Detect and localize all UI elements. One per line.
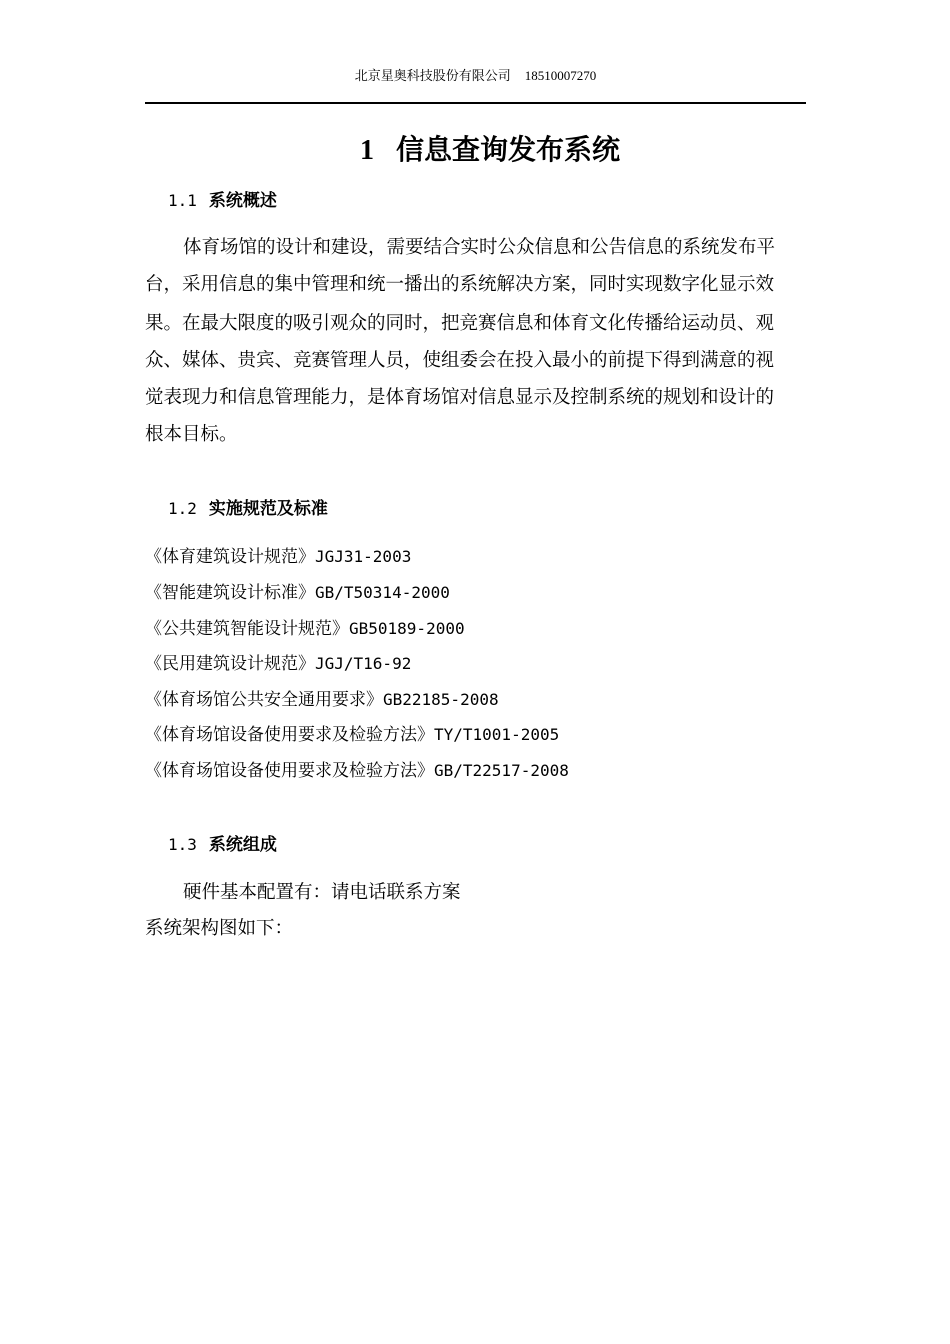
section-heading-composition [168, 832, 277, 858]
paragraph-line: 果。在最大限度的吸引观众的同时，把竞赛信息和体育文化传播给运动员、观 [145, 313, 775, 334]
standard-code: GB22185-2008 [383, 690, 499, 709]
section-number: 1.2 [168, 499, 197, 518]
standard-code: GB50189-2000 [349, 619, 465, 638]
section-heading-overview [168, 188, 277, 214]
page-header [145, 66, 806, 86]
header-company: 北京星奥科技股份有限公司 [354, 68, 511, 83]
standard-item [145, 687, 499, 713]
header-divider [145, 102, 806, 104]
paragraph-line: 台，采用信息的集中管理和统一播出的系统解决方案，同时实现数字化显示效 [145, 274, 775, 295]
hardware-config-line: 硬件基本配置有：请电话联系方案 [183, 882, 461, 903]
standard-name: 《体育建筑设计规范》 [145, 547, 315, 567]
standard-code: GB/T50314-2000 [315, 583, 450, 602]
section-title: 系统概述 [208, 191, 277, 211]
title-text: 信息查询发布系统 [395, 133, 620, 166]
paragraph-line: 众、媒体、贵宾、竞赛管理人员，使组委会在投入最小的前提下得到满意的视 [145, 350, 775, 371]
standard-name: 《体育场馆设备使用要求及检验方法》 [145, 725, 434, 745]
paragraph-line: 根本目标。 [145, 424, 238, 445]
standard-name: 《民用建筑设计规范》 [145, 654, 315, 674]
header-phone: 18510007270 [524, 68, 597, 83]
document-title [145, 130, 835, 171]
standard-code: JGJ/T16-92 [315, 654, 412, 673]
standard-code: TY/T1001-2005 [434, 725, 560, 744]
section-heading-standards [168, 496, 328, 522]
section-title: 系统组成 [208, 835, 277, 855]
standard-name: 《体育场馆公共安全通用要求》 [145, 690, 383, 710]
section-number: 1.1 [168, 191, 197, 210]
standard-item [145, 616, 465, 642]
standard-item [145, 758, 569, 784]
standard-code: JGJ31-2003 [315, 547, 412, 566]
title-number: 1 [359, 135, 374, 166]
paragraph-line: 觉表现力和信息管理能力，是体育场馆对信息显示及控制系统的规划和设计的 [145, 387, 775, 408]
section-number: 1.3 [168, 835, 197, 854]
standard-name: 《公共建筑智能设计规范》 [145, 619, 349, 639]
standard-name: 《智能建筑设计标准》 [145, 583, 315, 603]
standard-code: GB/T22517-2008 [434, 761, 569, 780]
paragraph-line: 体育场馆的设计和建设，需要结合实时公众信息和公告信息的系统发布平 [183, 237, 776, 258]
standard-item [145, 580, 450, 606]
standard-item [145, 722, 559, 748]
architecture-intro-line: 系统架构图如下： [145, 918, 294, 939]
standard-item [145, 651, 411, 677]
section-title: 实施规范及标准 [208, 499, 328, 519]
standard-name: 《体育场馆设备使用要求及检验方法》 [145, 761, 434, 781]
standard-item [145, 544, 411, 570]
